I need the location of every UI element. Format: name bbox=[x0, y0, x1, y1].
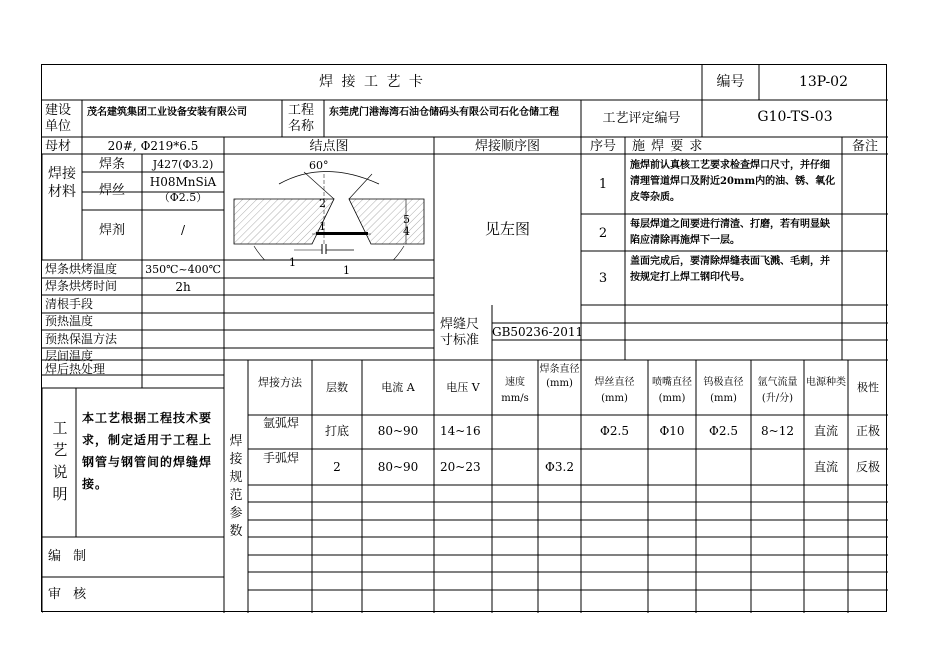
pwht-label: 焊后热处理 bbox=[45, 362, 106, 376]
row1-power-type: 直流 bbox=[813, 424, 838, 438]
header-speed: 速度 mm/s bbox=[501, 377, 529, 404]
process-note-label: 工艺说明 bbox=[52, 419, 68, 503]
requirement-label: 施 焊 要 求 bbox=[632, 139, 704, 154]
row2-rod-diameter: Φ3.2 bbox=[545, 460, 574, 474]
joint-diagram-label: 结点图 bbox=[309, 139, 349, 154]
welding-process-card bbox=[41, 64, 887, 612]
flux-value: / bbox=[180, 223, 186, 237]
standard-label: 焊缝尺寸标准 bbox=[440, 317, 480, 348]
unit-value: 茂名建筑集团工业设备安装有限公司 bbox=[87, 107, 247, 118]
joint-dim-1-left: 1 bbox=[289, 256, 296, 269]
header-argon-flow: 氩气流量(升/分) bbox=[757, 377, 798, 404]
row1-nozzle-diameter: Φ10 bbox=[659, 424, 685, 438]
project-value: 东莞虎门港海湾石油仓储码头有限公司石化仓储工程 bbox=[329, 107, 559, 118]
row1-current: 80~90 bbox=[377, 424, 419, 438]
unit-label: 建设单位 bbox=[45, 103, 72, 134]
header-rod-diameter: 焊条直径 (mm) bbox=[539, 364, 580, 389]
row2-polarity: 反极 bbox=[855, 460, 880, 474]
welding-material-group: 焊接材料 bbox=[48, 166, 76, 200]
joint-angle: 60° bbox=[309, 159, 329, 172]
standard-value: GB50236-2011 bbox=[492, 325, 584, 339]
header-tungsten-diameter: 钨极直径(mm) bbox=[703, 377, 744, 404]
base-material-value: 20#, Φ219*6.5 bbox=[107, 139, 199, 153]
wire-value-2: （Φ2.5） bbox=[158, 191, 208, 204]
sequence-diagram-label: 焊接顺序图 bbox=[474, 139, 540, 154]
joint-dim-1-top: 1 bbox=[319, 220, 326, 233]
number-label: 编号 bbox=[716, 74, 745, 90]
header-nozzle-diameter: 喷嘴直径 (mm) bbox=[652, 377, 692, 404]
preheat-temp-label: 预热温度 bbox=[45, 314, 94, 328]
row2-layers: 2 bbox=[333, 460, 341, 474]
joint-diagram bbox=[224, 154, 434, 260]
rod-value: J427(Φ3.2) bbox=[152, 158, 214, 171]
seq-no-label: 序号 bbox=[589, 139, 616, 154]
row1-polarity: 正极 bbox=[855, 424, 880, 438]
row1-wire-diameter: Φ2.5 bbox=[600, 424, 629, 438]
edit-label: 编 制 bbox=[48, 549, 91, 564]
header-power-type: 电源种类 bbox=[806, 377, 846, 388]
flux-label: 焊剂 bbox=[98, 223, 125, 238]
row2-voltage: 20~23 bbox=[440, 460, 481, 474]
qualification-value: G10-TS-03 bbox=[757, 109, 833, 125]
row2-current: 80~90 bbox=[377, 460, 419, 474]
base-material-label: 母材 bbox=[45, 139, 72, 154]
row1-voltage: 14~16 bbox=[440, 424, 481, 438]
preheat-hold-label: 预热保温方法 bbox=[45, 332, 118, 346]
joint-dim-1-right: 1 bbox=[343, 264, 350, 277]
header-polarity: 极性 bbox=[857, 381, 879, 394]
req-text-1: 施焊前认真核工艺要求检查焊口尺寸，并仔细清理管道焊口及附近20mm内的油、锈、氧化皮等杂质。 bbox=[630, 160, 836, 203]
row2-power-type: 直流 bbox=[813, 460, 838, 474]
req-text-3: 盖面完成后，要清除焊缝表面飞溅、毛刺，并按规定打上焊工钢印代号。 bbox=[630, 256, 830, 283]
row2-method: 手弧焊 bbox=[262, 451, 299, 465]
bake-time-value: 2h bbox=[175, 280, 191, 294]
review-label: 审 核 bbox=[48, 587, 91, 602]
header-layers: 层数 bbox=[326, 381, 348, 394]
params-side-label: 焊接规范参数 bbox=[229, 434, 243, 539]
project-label: 工程名称 bbox=[288, 103, 315, 134]
req-no-1: 1 bbox=[598, 177, 608, 192]
row1-argon-flow: 8~12 bbox=[761, 424, 794, 438]
req-text-2: 每层焊道之间要进行清渣、打磨，若有明显缺陷应清除再施焊下一层。 bbox=[630, 219, 830, 246]
process-note-text: 本工艺根据工程技术要求，制定适用于工程上钢管与钢管间的焊缝焊接。 bbox=[82, 411, 213, 491]
wire-value-1: H08MnSiA bbox=[149, 175, 217, 189]
joint-dim-2: 2 bbox=[319, 197, 326, 210]
row1-layers: 打底 bbox=[324, 424, 349, 438]
row1-tungsten-diameter: Φ2.5 bbox=[709, 424, 738, 438]
bake-temp-label: 焊条烘烤温度 bbox=[45, 262, 118, 276]
header-current: 电流 A bbox=[381, 381, 415, 394]
rod-label: 焊条 bbox=[98, 157, 125, 172]
bake-temp-value: 350℃~400℃ bbox=[145, 263, 221, 276]
bake-time-label: 焊条烘烤时间 bbox=[45, 279, 118, 293]
req-no-2: 2 bbox=[598, 226, 608, 241]
remark-label: 备注 bbox=[851, 139, 878, 154]
number-value: 13P-02 bbox=[798, 74, 848, 90]
header-wire-diameter: 焊丝直径 (mm) bbox=[594, 377, 635, 404]
wire-label: 焊丝 bbox=[98, 183, 125, 198]
req-no-3: 3 bbox=[598, 271, 608, 286]
header-method: 焊接方法 bbox=[258, 376, 302, 389]
joint-dim-4: 4 bbox=[403, 225, 410, 238]
root-clean-label: 清根手段 bbox=[45, 297, 94, 311]
sequence-value: 见左图 bbox=[484, 220, 530, 238]
joint-dim-5: 5 bbox=[403, 213, 410, 226]
card-title: 焊 接 工 艺 卡 bbox=[319, 74, 425, 90]
header-voltage: 电压 V bbox=[446, 381, 480, 394]
row1-method: 氩弧焊 bbox=[262, 416, 299, 430]
interpass-temp-label: 层间温度 bbox=[45, 349, 94, 363]
qualification-label: 工艺评定编号 bbox=[602, 111, 681, 126]
